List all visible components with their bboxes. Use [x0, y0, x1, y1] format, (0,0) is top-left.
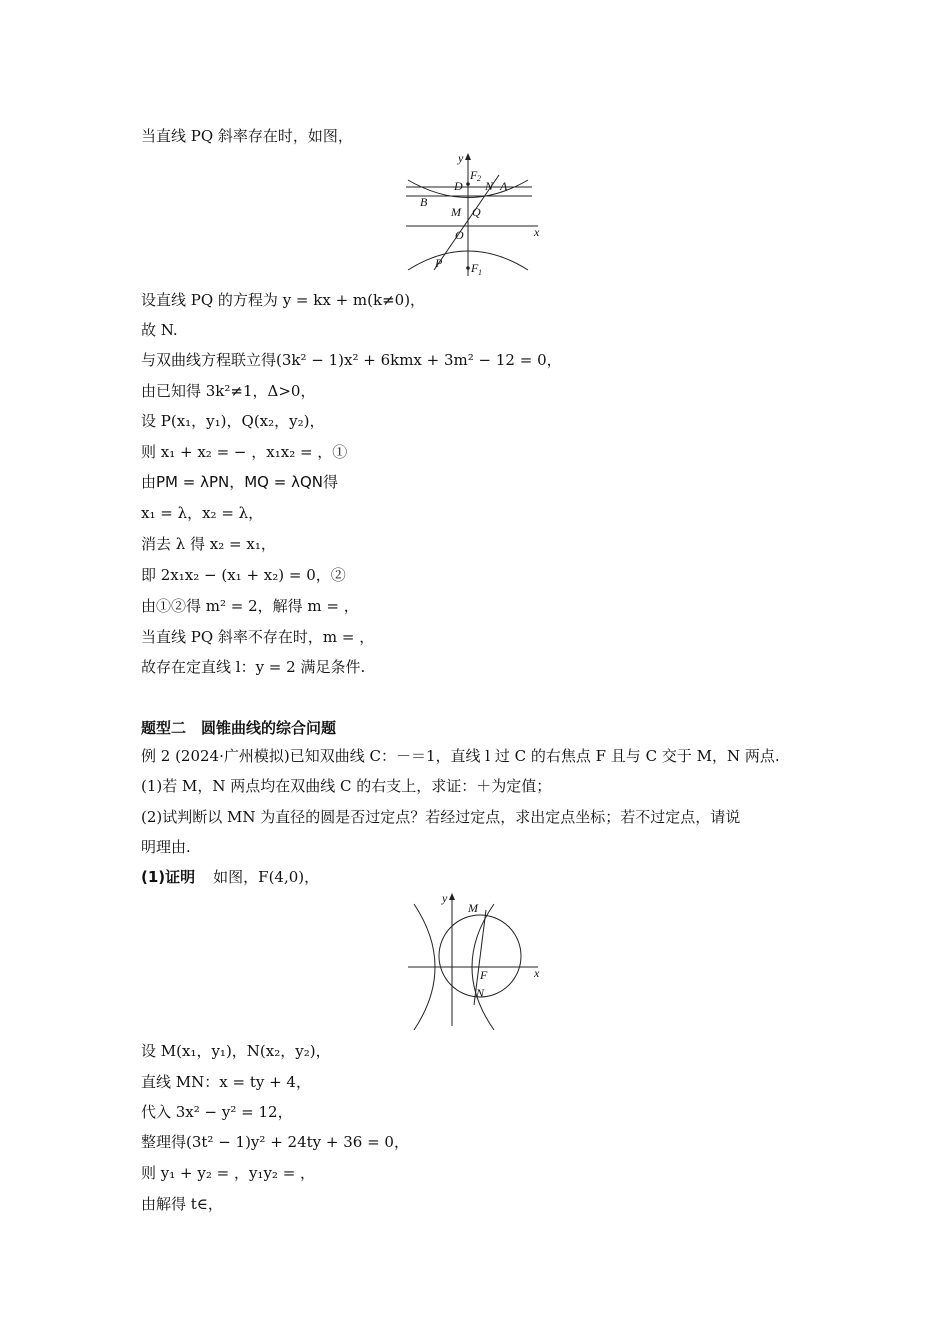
y-arrow — [449, 893, 455, 900]
proof-label: (1)证明 — [141, 868, 196, 886]
text-line: 设 M(x₁，y₁)，N(x₂，y₂)， — [141, 1042, 331, 1060]
text-line: 故存在定直线 l：y = 2 满足条件. — [141, 658, 366, 676]
proof-line — [141, 867, 319, 887]
question-2: (2)试判断以 MN 为直径的圆是否过定点？若经过定点，求出定点坐标；若不过定点，请说 — [141, 808, 741, 826]
label-y: y — [458, 151, 464, 165]
label-y: y — [442, 891, 448, 905]
text-line: 整理得(3t² − 1)y² + 24ty + 36 = 0， — [141, 1133, 409, 1151]
text-line: 由已知得 3k²≠1，Δ>0， — [141, 382, 316, 400]
label-f1: F — [471, 261, 479, 275]
label-d: D — [454, 179, 463, 193]
text-line: 由解得 t∈， — [141, 1195, 223, 1213]
text-line: 设直线 PQ 的方程为 y = kx + m(k≠0)， — [141, 291, 426, 309]
section-heading: 题型二 圆锥曲线的综合问题 — [141, 719, 337, 737]
hyperbola-figure-2 — [400, 890, 550, 1030]
text-line: 故 N. — [141, 321, 178, 339]
text-line: 当直线 PQ 斜率不存在时，m = ， — [141, 628, 375, 646]
label-n: N — [485, 179, 494, 193]
text-line: 直线 MN：x = ty + 4， — [141, 1073, 311, 1091]
y-arrow — [465, 153, 471, 160]
text-line: 代入 3x² − y² = 12， — [141, 1103, 293, 1121]
label-x: x — [534, 225, 540, 239]
question-2-cont: 明理由. — [141, 838, 191, 856]
text-line: 由PM = λPN，MQ = λQN得 — [141, 473, 338, 491]
text-line: 即 2x₁x₂ − (x₁ + x₂) = 0，② — [141, 566, 346, 584]
label-f: F — [480, 968, 488, 982]
text-line: 与双曲线方程联立得(3k² − 1)x² + 6kmx + 3m² − 12 = 0， — [141, 351, 562, 369]
label-x: x — [534, 966, 540, 980]
hyperbola-figure-1 — [400, 150, 550, 280]
question-1: (1)若 M，N 两点均在双曲线 C 的右支上，求证：＋为定值； — [141, 777, 552, 795]
label-n: N — [476, 986, 485, 1000]
focus-f1 — [466, 266, 470, 270]
text-line: 当直线 PQ 斜率存在时，如图， — [141, 127, 353, 145]
label-m: M — [468, 901, 478, 915]
focus-f2 — [466, 182, 470, 186]
text-line: 则 y₁ + y₂ = ，y₁y₂ = ， — [141, 1164, 316, 1182]
example-statement: 例 2 (2024·广州模拟)已知双曲线 C：－＝1，直线 l 过 C 的右焦点 F 且与 C 交于 M，N 两点. — [141, 747, 780, 765]
label-f2-sub: 2 — [477, 174, 481, 183]
label-a: A — [500, 179, 508, 193]
text-line: x₁ = λ，x₂ = λ， — [141, 504, 264, 522]
label-p: P — [435, 256, 443, 270]
text-line: 则 x₁ + x₂ = − ，x₁x₂ = ，① — [141, 443, 348, 461]
label-q: Q — [472, 205, 481, 219]
label-b: B — [420, 195, 428, 209]
label-f1-sub: 1 — [478, 268, 482, 277]
label-f2: F — [470, 168, 478, 182]
label-o: O — [455, 228, 464, 242]
text-line: 消去 λ 得 x₂ = x₁， — [141, 535, 276, 553]
text-line: 设 P(x₁，y₁)，Q(x₂，y₂)， — [141, 412, 325, 430]
text-line: 由①②得 m² = 2，解得 m = ， — [141, 597, 359, 615]
label-m: M — [451, 205, 461, 219]
proof-text: 如图，F(4,0)， — [213, 868, 320, 886]
